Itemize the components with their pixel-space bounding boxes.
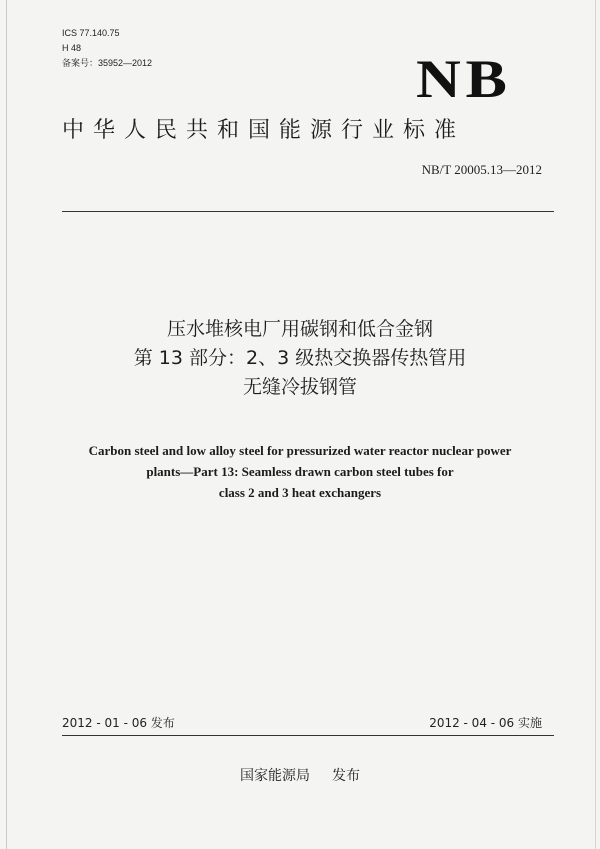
english-title bbox=[60, 440, 540, 503]
chinese-title-line-3: 无缝冷拔钢管 bbox=[242, 376, 357, 398]
classification-code: H 48 bbox=[62, 43, 82, 53]
meta-block bbox=[62, 26, 152, 71]
implementation-date: 2012 - 04 - 06 实施 bbox=[429, 716, 542, 730]
english-title-line-1: Carbon steel and low alloy steel for pressurized water reactor nuclear power bbox=[88, 443, 512, 458]
ics-code: ICS 77.140.75 bbox=[62, 28, 120, 38]
issue-date: 2012 - 01 - 06 发布 bbox=[62, 716, 175, 730]
page-edge-left bbox=[6, 0, 7, 849]
publisher-action: 发布 bbox=[332, 768, 360, 784]
chinese-title-line-2: 第 13 部分：2、3 级热交换器传热管用 bbox=[133, 347, 467, 369]
standard-number: NB/T 20005.13—2012 bbox=[421, 162, 542, 177]
chinese-title-line-1: 压水堆核电厂用碳钢和低合金钢 bbox=[166, 318, 433, 340]
bottom-divider bbox=[62, 735, 554, 736]
english-title-line-2: plants—Part 13: Seamless drawn carbon steel tubes for bbox=[146, 464, 454, 479]
chinese-title bbox=[60, 315, 540, 402]
nb-logo: NB bbox=[416, 49, 512, 109]
page-edge-right bbox=[595, 0, 596, 849]
publisher-name: 国家能源局 bbox=[240, 768, 310, 784]
top-divider bbox=[62, 211, 554, 212]
english-title-line-3: class 2 and 3 heat exchangers bbox=[218, 485, 382, 500]
publisher bbox=[60, 765, 540, 785]
record-number: 备案号：35952—2012 bbox=[62, 58, 153, 68]
org-title: 中华人民共和国能源行业标准 bbox=[62, 118, 466, 143]
